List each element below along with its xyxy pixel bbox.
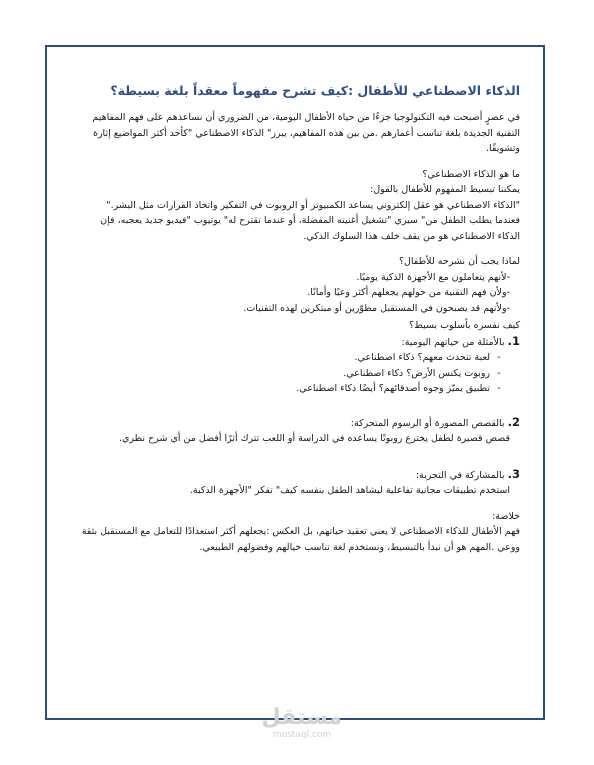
step-number: 2. <box>507 414 520 429</box>
step-text: قصص قصيرة لطفل يخترع روبوتًا يساعده في الدراسة أو اللعب تترك أثرًا أفضل من أي شرح نظري. <box>118 433 510 444</box>
watermark-domain: mostaql.com <box>272 730 332 740</box>
section-heading-how: كيف نفسره بأسلوب بسيط؟ <box>409 320 520 331</box>
summary-heading: خلاصة: <box>492 510 520 522</box>
document-body <box>78 72 520 555</box>
list-item: - لعبة تتحدث معهم؟ ذكاء اصطناعي. <box>78 350 508 366</box>
step-heading <box>78 415 520 432</box>
list-item: -لأنهم يتعاملون مع الأجهزة الذكية يوميًا. <box>356 271 510 283</box>
step-heading <box>78 334 520 351</box>
section-heading-why: لماذا يجب أن نشرحه للأطفال؟ <box>398 256 520 267</box>
section-lead: يمكننا تبسيط المفهوم للأطفال بالقول: <box>370 184 520 195</box>
step-number: 3. <box>507 466 520 481</box>
watermark-brand: مستقل <box>261 705 342 730</box>
list-item: - تطبيق يميّز وجوه أصدقائهم؟ أيضًا ذكاء اصطناعي. <box>78 381 508 397</box>
intro-paragraph: في عصرٍ أصبحت فيه التكنولوجيا جزءًا من حياة الأطفال اليومية، من الضروري أن نساعدهم على فهم المفاهيم التقنية الجديدة بلغة تناسب أعمارهم .من بين هذه المفاهيم، يبرز" الذكاء الاصطناعي "كأحد أكثر المواضيع إثارة وتشويقًا. <box>92 112 520 154</box>
example-paragraph: فعندما يطلب الطفل من" سيري "تشغيل أغنيته المفضلة، أو عندما تقترح له" يوتيوب "فيديو جديد يعجبه، فإن الذكاء الاصطناعي هو من يقف خلف هذا السلوك الذكي. <box>100 215 520 242</box>
step-text: استخدم تطبيقات مجانية تفاعلية ليشاهد الطفل بنفسه كيف" تفكر "الأجهزة الذكية. <box>189 485 510 496</box>
step-number: 1. <box>507 333 520 348</box>
examples-list <box>78 350 508 397</box>
step-title: بالمشاركة في التجربة: <box>415 469 505 481</box>
section-heading-what: ما هو الذكاء الاصطناعي؟ <box>422 168 520 180</box>
summary-paragraph: فهم الأطفال للذكاء الاصطناعي لا يعني تعقيد حياتهم، بل العكس :يجعلهم أكثر استعدادًا للتعامل مع المستقبل بثقة ووعي .المهم هو أن نبدأ بالتبسيط، ونستخدم لغة تناسب خيالهم وفضولهم الطبيعي. <box>81 526 520 553</box>
list-item: - روبوت يكنس الأرض؟ ذكاء اصطناعي. <box>78 366 508 382</box>
mostaql-watermark-logo <box>262 706 342 740</box>
definition-quote: "الذكاء الاصطناعي هو عقل إلكتروني يساعد الكمبيوتر أو الروبوت في التفكير واتخاذ القرارات مثل البشر." <box>106 199 520 211</box>
step-title: بالقصص المصورة أو الرسوم المتحركة: <box>350 417 505 429</box>
reasons-list <box>78 270 520 317</box>
document-title: الذكاء الاصطناعي للأطفال :كيف تشرح مفهوماً معقداً بلغة بسيطة؟ <box>110 83 520 98</box>
list-item: -ولأن فهم التقنية من حولهم يجعلهم أكثر وعيًا وأمانًا. <box>307 287 510 298</box>
step-title: بالأمثلة من حياتهم اليومية: <box>401 336 505 348</box>
list-item: -ولأنهم قد يصبحون في المستقبل مطوّرين أو مبتكرين لهذه التقنيات. <box>243 302 510 314</box>
step-heading <box>78 467 520 484</box>
